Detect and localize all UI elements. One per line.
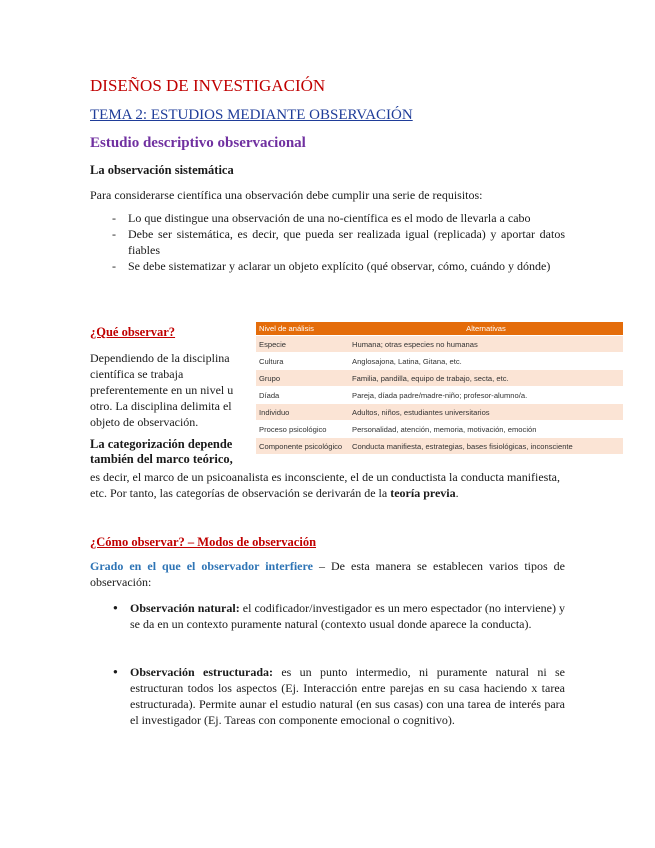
table-cell-alternatives: Pareja, díada padre/madre-niño; profesor-alumno/a.: [349, 387, 623, 404]
topic-heading: TEMA 2: ESTUDIOS MEDIANTE OBSERVACIÓN: [90, 107, 413, 123]
table-cell-alternatives: Personalidad, atención, memoria, motivación, emoción: [349, 421, 623, 438]
table-row: [256, 387, 623, 404]
mode-description: el codificador/investigador es un mero espectador (no interviene) y se da en un contexto puramente natural (contexto usual donde aparece la conducta).: [130, 601, 565, 631]
mode-name: Observación estructurada:: [130, 665, 273, 679]
observation-modes-list-2: [90, 664, 565, 728]
table-cell-level: Díada: [256, 387, 349, 404]
subtitle-heading: Estudio descriptivo observacional: [90, 135, 306, 151]
table-cell-level: Componente psicológico: [256, 438, 349, 455]
table-cell-alternatives: Anglosajona, Latina, Gitana, etc.: [349, 353, 623, 370]
como-observar-heading: ¿Cómo observar? – Modos de observación: [90, 535, 317, 549]
table-header-level: Nivel de análisis: [256, 322, 349, 336]
grado-text: – De esta manera se establecen varios tipos de observación:: [90, 559, 565, 589]
table-cell-level: Proceso psicológico: [256, 421, 349, 438]
grado-paragraph: [90, 558, 565, 590]
table-header-alternatives: Alternativas: [349, 322, 623, 336]
mode-name: Observación natural:: [130, 601, 240, 615]
analysis-levels-table: [256, 322, 623, 454]
observation-modes-list: [90, 600, 565, 632]
table-cell-level: Especie: [256, 336, 349, 353]
que-observar-heading: ¿Qué observar?: [90, 325, 176, 339]
categorization-bold-text: La categorización depende también del marco teórico,: [90, 437, 233, 466]
table-cell-alternatives: Familia, pandilla, equipo de trabajo, secta, etc.: [349, 370, 623, 387]
grado-label: Grado en el que el observador interfiere: [90, 559, 313, 573]
table-cell-level: Cultura: [256, 353, 349, 370]
teoria-previa-bold: teoría previa: [390, 486, 456, 500]
table-header-row: [256, 322, 623, 336]
table-cell-level: Grupo: [256, 370, 349, 387]
table-row: [256, 353, 623, 370]
requirement-item: - Lo que distingue una observación de una no-científica es el modo de llevarla a cabo: [90, 210, 565, 226]
continuation-end: .: [455, 486, 459, 500]
document-title: DISEÑOS DE INVESTIGACIÓN: [90, 76, 326, 95]
table-cell-level: Individuo: [256, 404, 349, 421]
requirement-item: - Se debe sistematizar y aclarar un objeto explícito (qué observar, cómo, cuándo y dónde): [90, 258, 565, 274]
table-row: [256, 404, 623, 421]
mode-description: es un punto intermedio, ni puramente natural ni se estructuran todos los aspectos (Ej. Interacción entre parejas en su casa haciendo x tarea estructurada). Permite aunar el estudio natural (en sus casas) con una tarea de interés para el investigador (Ej. Tareas con componente emocional o cognitivo).: [130, 665, 566, 727]
table-cell-alternatives: Conducta manifiesta, estrategias, bases fisiológicas, inconsciente: [349, 438, 623, 455]
requirement-item: - Debe ser sistemática, es decir, que pueda ser realizada igual (replicada) y aportar datos fiables: [90, 226, 565, 258]
table-row: [256, 370, 623, 387]
intro-paragraph: Para considerarse científica una observación debe cumplir una serie de requisitos:: [90, 188, 483, 202]
section-heading: La observación sistemática: [90, 163, 234, 177]
categorization-continuation: [90, 469, 565, 501]
table-row: [256, 421, 623, 438]
continuation-text: es decir, el marco de un psicoanalista es inconsciente, el de un conductista la conducta manifiesta, etc. Por tanto, las categorías de observación se derivarán de la: [90, 470, 561, 500]
table-row: [256, 336, 623, 353]
que-observar-text: Dependiendo de la disciplina científica se trabaja preferentemente en un nivel u otro. La disciplina delimita el objeto de observación.: [90, 351, 234, 429]
table-cell-alternatives: Adultos, niños, estudiantes universitarios: [349, 404, 623, 421]
table-cell-alternatives: Humana; otras especies no humanas: [349, 336, 623, 353]
mode-item-structured: [90, 664, 565, 728]
requirements-list: [90, 210, 565, 274]
table-row: [256, 438, 623, 455]
mode-item-natural: [90, 600, 565, 632]
